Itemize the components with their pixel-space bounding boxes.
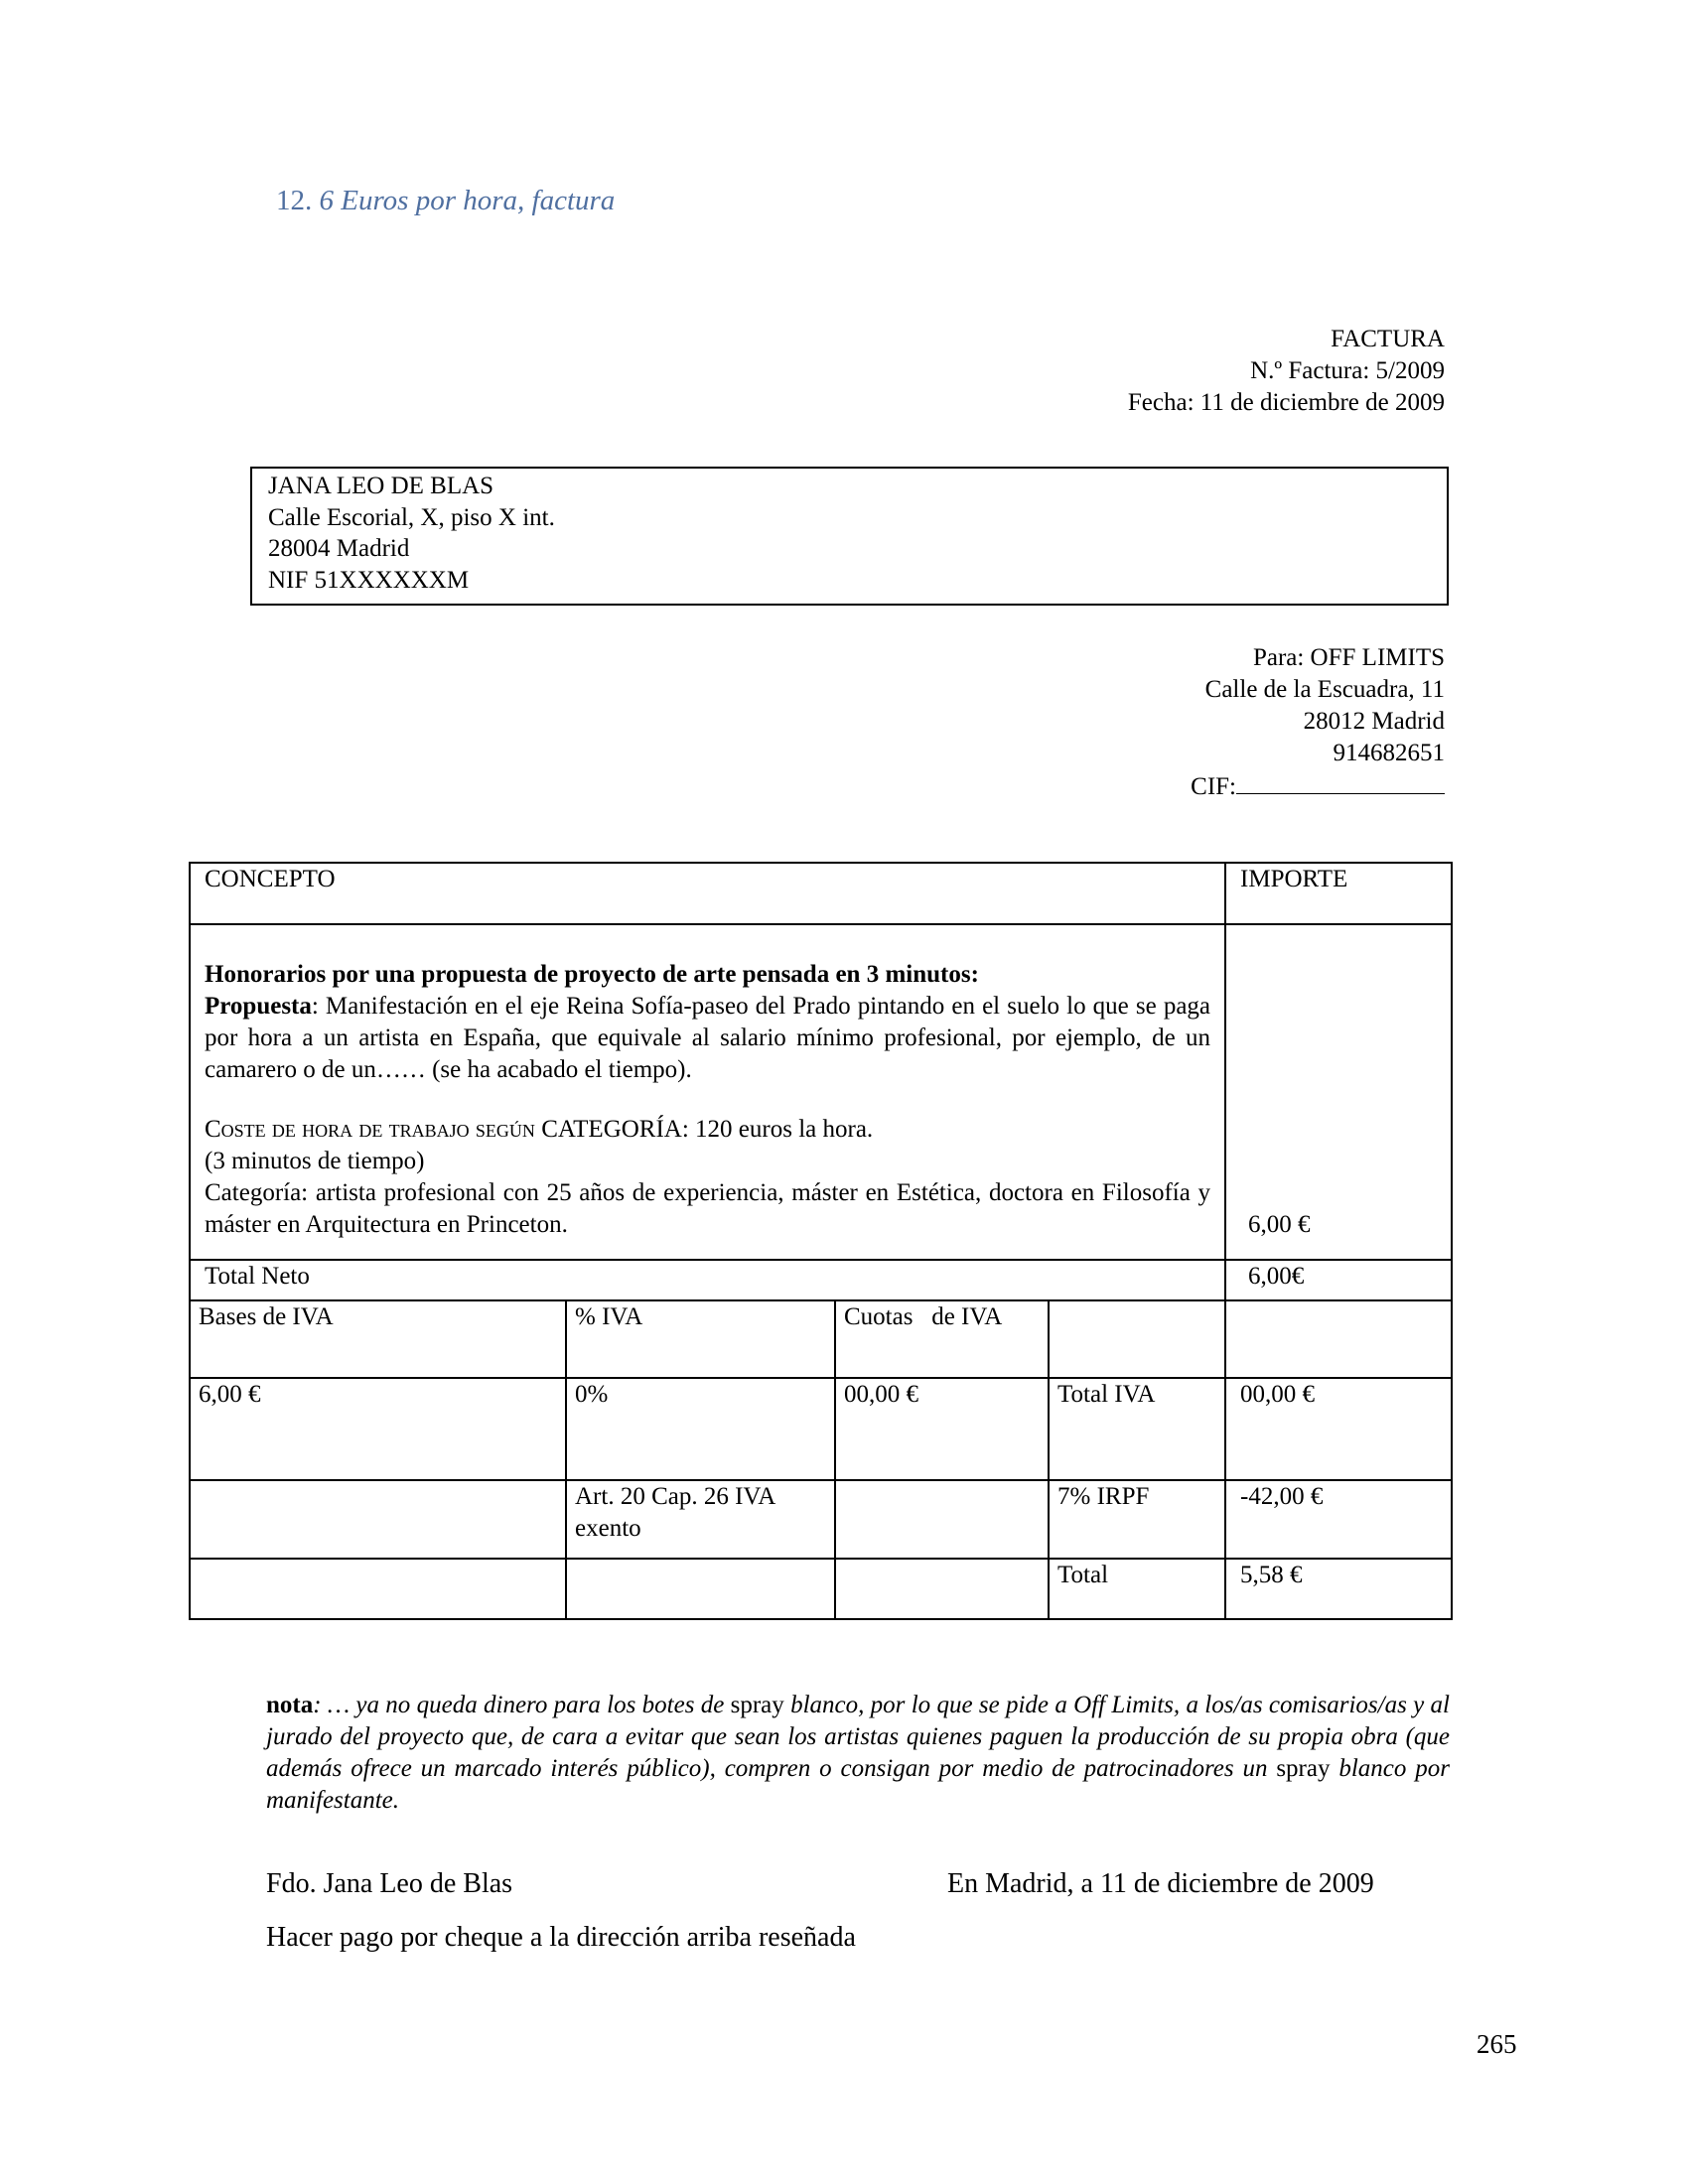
- net-amount: 6,00€: [1225, 1260, 1452, 1300]
- issuer-name: JANA LEO DE BLAS: [268, 473, 494, 499]
- exempt-text: Art. 20 Cap. 26 IVA exento: [566, 1480, 835, 1559]
- empty-cell: [835, 1480, 1049, 1559]
- client-city: 28012 Madrid: [1303, 708, 1445, 735]
- invoice-header: [1128, 324, 1445, 419]
- concept-description: [190, 924, 1225, 1260]
- total-value: 5,58 €: [1225, 1559, 1452, 1619]
- invoice-number: N.º Factura: 5/2009: [1250, 357, 1445, 384]
- note-label: nota: [266, 1692, 314, 1718]
- invoice-date: Fecha: 11 de diciembre de 2009: [1127, 389, 1445, 416]
- empty-cell: [566, 1559, 835, 1619]
- total-row: [190, 1559, 1452, 1619]
- section-number: 12.: [276, 185, 313, 216]
- total-label: Total: [1049, 1559, 1225, 1619]
- header-concept: CONCEPTO: [190, 863, 1225, 924]
- empty-cell: [835, 1559, 1049, 1619]
- payment-instruction: Hacer pago por cheque a la dirección arriba reseñada: [266, 1922, 856, 1953]
- issuer-nif: NIF 51XXXXXXM: [268, 566, 470, 594]
- client-block: [1191, 642, 1445, 803]
- signature-name: Fdo. Jana Leo de Blas: [266, 1868, 513, 1899]
- cost-text: CATEGORÍA: 120 euros la hora.: [534, 1116, 874, 1143]
- empty-cell: [1049, 1300, 1225, 1378]
- vat-pct-header: % IVA: [566, 1300, 835, 1378]
- note-part3: , a los/as comisarios/as y al jurado del proyecto que, de cara a evitar que sean los artistas quienes paguen la producción de su propia obra (que además ofrece un marcado interés público), compren o consigan por medio de patrocinadores un: [266, 1692, 1450, 1782]
- note-part2: blanco, por lo que se pide a: [783, 1692, 1074, 1718]
- vat-pct-value: 0%: [566, 1378, 835, 1480]
- vat-quota-value: 00,00 €: [835, 1378, 1049, 1480]
- client-to: Para: OFF LIMITS: [1252, 644, 1445, 671]
- note-paragraph: [266, 1690, 1450, 1817]
- issuer-street: Calle Escorial, X, piso X int.: [268, 503, 555, 531]
- note-off-limits: Off Limits: [1073, 1692, 1174, 1718]
- proposal-text: : Manifestación en el eje Reina Sofía-paseo del Prado pintando en el suelo lo que se paga por hora a un artista en España, que equivale al salario mínimo profesional, por ejemplo, de un camarero o de un…… (se ha acabado el tiempo).: [205, 993, 1211, 1083]
- total-vat-value: 00,00 €: [1225, 1378, 1452, 1480]
- header-amount: IMPORTE: [1225, 863, 1452, 924]
- note-spray1: spray: [730, 1692, 784, 1718]
- irpf-value: -42,00 €: [1225, 1480, 1452, 1559]
- issuer-city: 28004 Madrid: [268, 535, 410, 562]
- net-row: [190, 1260, 1452, 1300]
- issuer-box: [250, 467, 1449, 606]
- invoice-label: FACTURA: [1331, 326, 1445, 352]
- empty-cell: [190, 1480, 566, 1559]
- vat-values-row: [190, 1378, 1452, 1480]
- concept-amount: 6,00 €: [1225, 924, 1452, 1260]
- client-phone: 914682651: [1333, 740, 1445, 766]
- client-street: Calle de la Escuadra, 11: [1204, 676, 1445, 703]
- client-cif-label: CIF:: [1191, 773, 1236, 800]
- cost-label: Coste de hora de trabajo según: [205, 1116, 535, 1143]
- concept-row: [190, 924, 1452, 1260]
- table-header-row: [190, 863, 1452, 924]
- vat-quota-header: Cuotas de IVA: [835, 1300, 1049, 1378]
- net-label: Total Neto: [190, 1260, 1225, 1300]
- irpf-row: [190, 1480, 1452, 1559]
- note-part1: : … ya no queda dinero para los botes de: [313, 1692, 731, 1718]
- vat-base-value: 6,00 €: [190, 1378, 566, 1480]
- empty-cell: [1225, 1300, 1452, 1378]
- signature-place-date: En Madrid, a 11 de diciembre de 2009: [947, 1868, 1374, 1899]
- category-text: Categoría: artista profesional con 25 años de experiencia, máster en Estética, doctora en Filosofía y máster en Arquitectura en Princeton.: [205, 1179, 1211, 1238]
- proposal-label: Propuesta: [205, 993, 312, 1020]
- note-spray2: spray: [1276, 1755, 1331, 1782]
- cif-blank-line: [1236, 769, 1445, 794]
- client-cif: [1191, 769, 1445, 803]
- concept-title: Honorarios por una propuesta de proyecto de arte pensada en 3 minutos:: [205, 961, 979, 988]
- irpf-label: 7% IRPF: [1049, 1480, 1225, 1559]
- total-vat-label: Total IVA: [1049, 1378, 1225, 1480]
- empty-cell: [190, 1559, 566, 1619]
- section-title-text: 6 Euros por hora, factura: [319, 185, 616, 216]
- vat-header-row: [190, 1300, 1452, 1378]
- page-number: 265: [1477, 2029, 1517, 2059]
- vat-base-header: Bases de IVA: [190, 1300, 566, 1378]
- invoice-table: [189, 862, 1453, 1620]
- section-title: [276, 185, 615, 217]
- note-part4: blanco por manifestante.: [266, 1755, 1450, 1814]
- time-text: (3 minutos de tiempo): [205, 1148, 425, 1174]
